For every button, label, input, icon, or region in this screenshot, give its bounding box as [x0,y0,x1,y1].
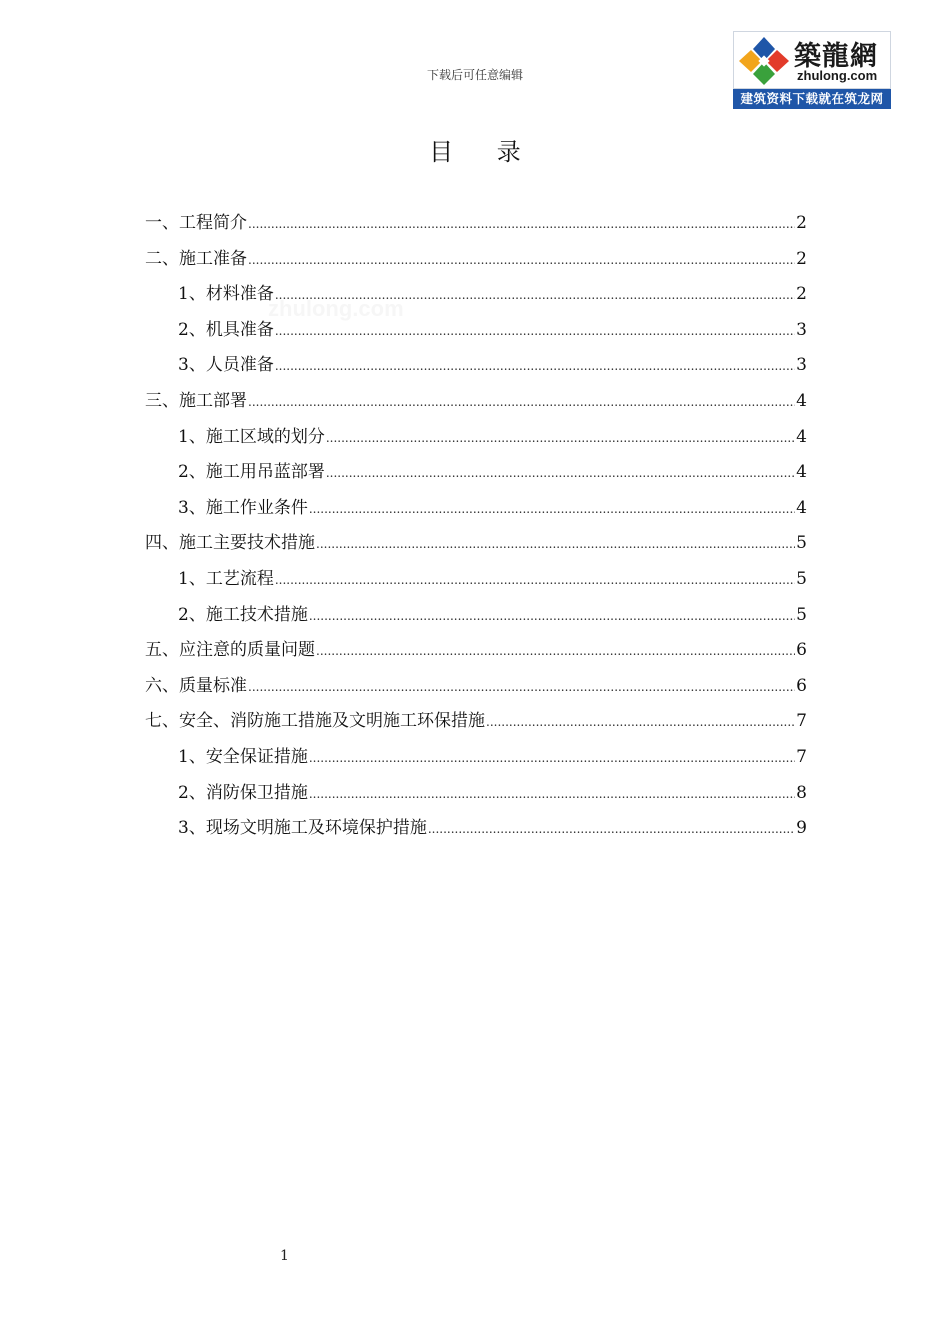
toc-entry[interactable] [145,669,807,705]
logo-domain: zhulong.com [797,68,878,83]
toc-leader-dots [486,705,795,741]
toc-entry-label: 1、材料准备 [178,284,274,305]
toc-entry-page: 6 [796,640,807,661]
toc-entry[interactable] [145,384,807,420]
toc-leader-dots [428,812,795,848]
toc-entry-page: 2 [796,213,807,233]
toc-entry[interactable] [145,491,807,527]
toc-entry-label: 七、安全、消防施工措施及文明施工环保措施 [145,711,485,732]
toc-entry[interactable] [145,633,807,669]
toc-entry[interactable] [145,562,807,598]
toc-entry-page: 4 [796,462,807,483]
toc-leader-dots [248,385,795,421]
toc-entry-label: 2、施工技术措施 [178,604,308,625]
toc-entry-label: 2、消防保卫措施 [178,782,308,803]
toc-entry-label: 2、施工用吊蓝部署 [178,462,325,483]
logo-top-panel [733,31,891,89]
toc-entry-page: 8 [796,782,807,803]
toc-leader-dots [326,421,795,457]
toc-entry-label: 3、现场文明施工及环境保护措施 [178,818,427,839]
toc-entry-page: 4 [796,426,807,447]
watermark: zhulong.com [268,296,404,321]
toc-entry-page: 9 [796,818,807,839]
toc-leader-dots [309,599,795,635]
toc-leader-dots [248,207,795,243]
toc-entry-label: 1、安全保证措施 [178,746,308,767]
toc-entry-label: 二、施工准备 [145,248,247,269]
toc-entry-page: 3 [796,319,807,340]
toc-entry[interactable] [145,811,807,847]
toc-entry[interactable] [145,598,807,634]
toc-entry-page: 2 [796,284,807,305]
toc-leader-dots [275,563,795,599]
toc-entry-label: 1、工艺流程 [178,568,274,589]
toc-leader-dots [309,492,795,528]
toc-entry-label: 六、质量标准 [145,675,247,696]
zhulong-emblem-icon [737,35,791,87]
logo-slogan: 建筑资料下载就在筑龙网 [733,89,891,109]
toc-entry-label: 四、施工主要技术措施 [145,533,315,554]
toc-entry-label: 2、机具准备 [178,319,274,340]
toc-entry-page: 3 [796,355,807,376]
toc-leader-dots [275,278,795,314]
toc-entry-label: 一、工程简介 [145,213,247,233]
toc-entry-page: 4 [796,497,807,518]
toc-entry-page: 6 [796,675,807,696]
toc-leader-dots [275,349,795,385]
toc-entry[interactable] [145,348,807,384]
toc-entry-page: 5 [796,533,807,554]
header-note: 下载后可任意编辑 [426,68,523,82]
toc-entry[interactable] [145,776,807,812]
toc-entry-label: 3、施工作业条件 [178,497,308,518]
toc-leader-dots [316,527,795,563]
toc-entry-label: 三、施工部署 [145,390,247,411]
toc-entry-label: 五、应注意的质量问题 [145,640,315,661]
toc-entry-page: 7 [796,746,807,767]
toc-entry[interactable] [145,242,807,278]
toc-entry[interactable] [145,740,807,776]
toc-entry-page: 5 [796,604,807,625]
toc-entry[interactable] [145,455,807,491]
page-number: 1 [280,1248,289,1264]
toc-leader-dots [326,456,795,492]
toc-entry[interactable] [145,704,807,740]
toc-entry-page: 7 [796,711,807,732]
toc-leader-dots [309,777,795,813]
toc-list [145,206,807,847]
toc-entry-page: 4 [796,390,807,411]
toc-leader-dots [248,243,795,279]
toc-entry[interactable] [145,313,807,349]
zhulong-logo[interactable] [733,31,891,109]
toc-entry[interactable] [145,206,807,242]
toc-entry-page: 5 [796,568,807,589]
toc-entry[interactable] [145,420,807,456]
toc-leader-dots [309,741,795,777]
toc-entry[interactable] [145,526,807,562]
toc-leader-dots [275,314,795,350]
toc-entry-label: 3、人员准备 [178,355,274,376]
toc-leader-dots [248,670,795,706]
toc-title: 目 录 [429,138,539,166]
toc-entry-page: 2 [796,248,807,269]
toc-entry[interactable] [145,277,807,313]
toc-leader-dots [316,634,795,670]
toc-entry-label: 1、施工区域的划分 [178,426,325,447]
logo-name: 築龍網 [794,41,878,72]
